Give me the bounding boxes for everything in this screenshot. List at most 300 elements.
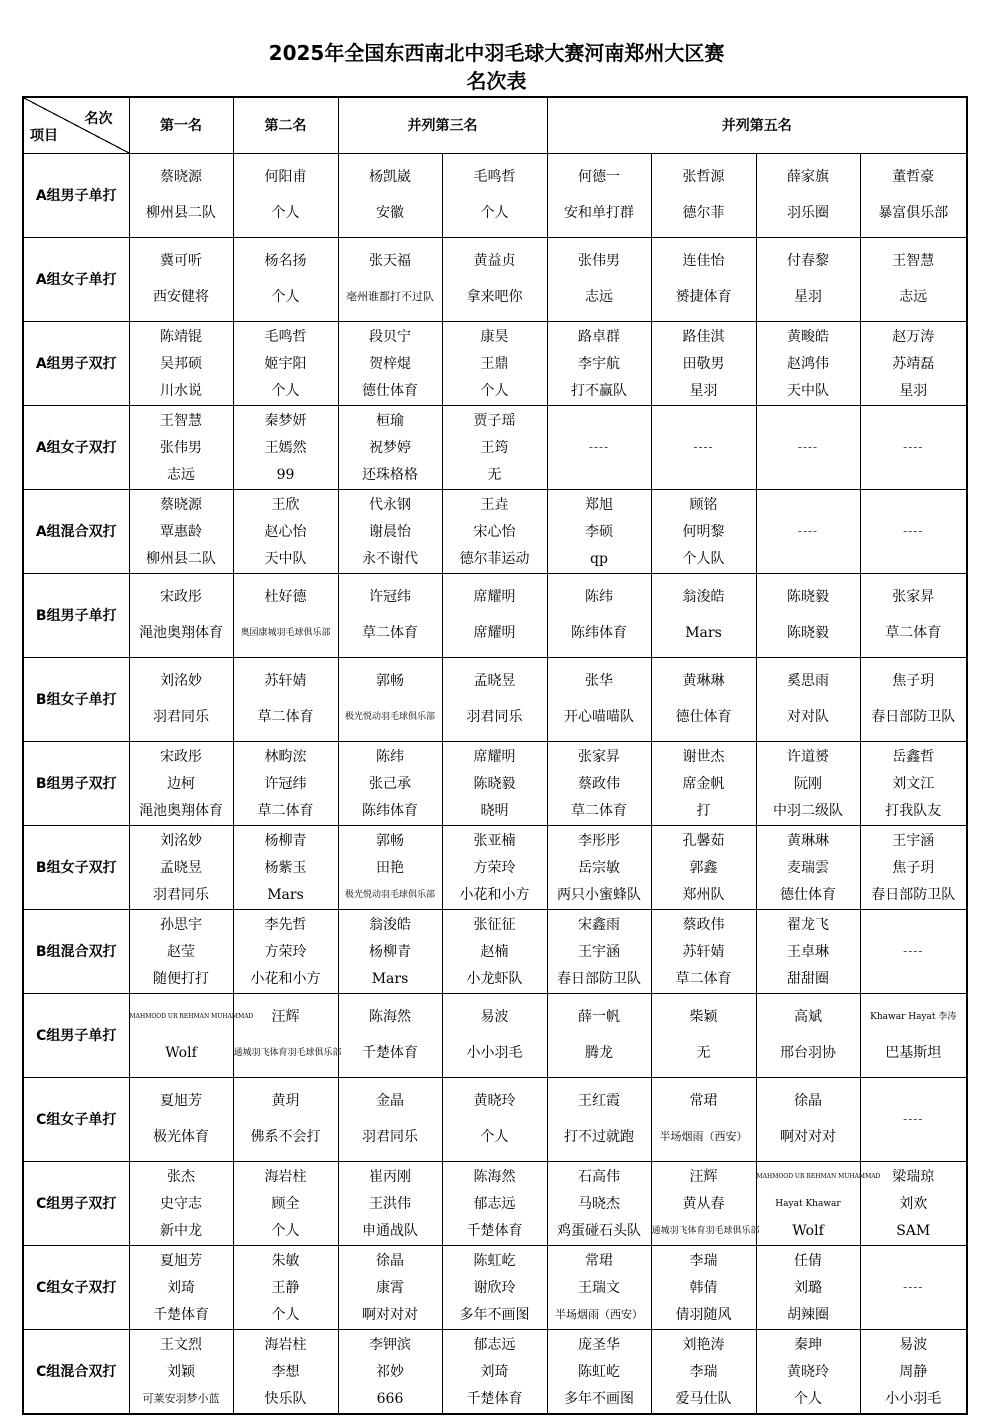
- empty-placeholder: ----: [903, 1280, 924, 1294]
- player-name: 张家昇: [578, 748, 620, 765]
- result-cell: [129, 741, 233, 825]
- result-cell: [338, 321, 442, 405]
- player-name: 陈海然: [473, 1168, 516, 1185]
- team-name: 草二体育: [675, 970, 732, 987]
- result-cell: [338, 237, 442, 321]
- team-name: 志远: [585, 288, 613, 305]
- team-name: 666: [376, 1390, 404, 1407]
- player-name: 杨名扬: [264, 253, 307, 270]
- result-cell: [651, 237, 756, 321]
- team-name: 陈纬体育: [571, 624, 627, 641]
- table-row: [23, 1329, 967, 1414]
- result-cell: [233, 1161, 338, 1245]
- player-name: 方荣玲: [264, 943, 307, 960]
- result-cell: [651, 657, 756, 741]
- result-cell: [442, 741, 547, 825]
- result-cell: [547, 1245, 651, 1329]
- team-name: 个人: [271, 204, 300, 221]
- player-name: 王智慧: [160, 412, 202, 429]
- result-cell: [338, 657, 442, 741]
- team-name: 个人: [480, 1128, 509, 1145]
- result-cell: [756, 993, 860, 1077]
- team-name: 快乐队: [264, 1390, 307, 1407]
- result-cell: [547, 405, 651, 489]
- result-cell: [338, 1077, 442, 1161]
- table-row: [23, 657, 967, 741]
- team-name: 个人队: [682, 550, 725, 567]
- player-name: 史守志: [160, 1195, 202, 1212]
- player-name: 毛鸣哲: [473, 169, 516, 186]
- player-name: 边柯: [167, 775, 195, 792]
- team-name: 川水说: [160, 382, 202, 399]
- team-name: 草二体育: [257, 708, 314, 725]
- player-name: 张华: [585, 673, 613, 690]
- player-name: 桓瑜: [376, 412, 404, 429]
- result-cell: [547, 1077, 651, 1161]
- player-name: 刘颖: [167, 1363, 195, 1380]
- player-name: 庞圣华: [578, 1336, 620, 1353]
- result-cell: [338, 153, 442, 237]
- result-cell: [860, 573, 967, 657]
- player-name: 何明黎: [682, 523, 725, 540]
- result-cell: [129, 321, 233, 405]
- player-name: 张杰: [167, 1168, 195, 1185]
- team-name: 天中队: [787, 382, 829, 399]
- team-name: 打: [696, 802, 711, 819]
- player-name: 康霄: [376, 1279, 404, 1296]
- player-name: 李彤彤: [578, 832, 620, 849]
- team-name: 渑池奥翔体育: [139, 624, 223, 641]
- result-cell: [129, 993, 254, 1077]
- team-name: Wolf: [792, 1222, 824, 1239]
- result-cell: [860, 153, 967, 237]
- result-cell: [756, 909, 860, 993]
- team-name: 爱马仕队: [675, 1390, 732, 1407]
- result-cell: [338, 741, 442, 825]
- player-name: 高斌: [794, 1009, 822, 1026]
- team-name: 邢台羽协: [780, 1044, 836, 1061]
- team-name: Mars: [685, 624, 722, 641]
- player-name: 路佳淇: [682, 328, 725, 345]
- player-name: 王宇涵: [578, 943, 620, 960]
- player-name: 翟龙飞: [787, 916, 829, 933]
- player-name: 刘洺妙: [160, 673, 202, 690]
- table-row: [23, 825, 967, 909]
- player-name: 覃惠龄: [160, 523, 202, 540]
- result-cell: [129, 153, 233, 237]
- player-name: 吴邦硕: [160, 355, 202, 372]
- result-cell: [860, 1329, 967, 1414]
- player-name: 常珺: [689, 1093, 718, 1110]
- team-name: 安徽: [376, 204, 404, 221]
- team-name: 极光悦动羽毛球俱乐部: [344, 889, 435, 900]
- result-cell: [651, 1161, 760, 1245]
- result-cell: [129, 1329, 233, 1414]
- player-name: 岳宗敏: [578, 859, 620, 876]
- player-name: 谢晨怡: [369, 523, 411, 540]
- team-name: 个人: [271, 1306, 300, 1323]
- player-name: 陈纬: [585, 589, 613, 606]
- table-row: [23, 741, 967, 825]
- player-name: 黄琳琳: [682, 673, 725, 690]
- team-name: 草二体育: [257, 802, 314, 819]
- result-cell: [338, 1161, 442, 1245]
- team-name: 打不过就跑: [564, 1128, 634, 1145]
- empty-placeholder: ----: [797, 524, 819, 538]
- player-name: 蔡政伟: [578, 775, 620, 792]
- table-row: [23, 1077, 967, 1161]
- event-name: C组男子单打: [23, 993, 129, 1077]
- team-name: 天中队: [264, 550, 307, 567]
- team-name: 开心喵喵队: [564, 708, 634, 725]
- player-name: 席耀明: [473, 589, 516, 606]
- team-name: 渑池奥翔体育: [139, 802, 223, 819]
- team-name: 新中龙: [160, 1222, 202, 1239]
- result-cell: [233, 1245, 338, 1329]
- player-name: 代永钢: [369, 496, 411, 513]
- player-name: 谢世杰: [682, 748, 725, 765]
- team-name: 随便打打: [153, 970, 209, 987]
- team-name: Mars: [267, 886, 304, 903]
- player-name: 黄益贞: [473, 253, 516, 270]
- team-name: 无: [696, 1044, 711, 1061]
- result-cell: [129, 1077, 233, 1161]
- event-axis-label: 项目: [30, 127, 58, 144]
- player-name: 陈虹屹: [578, 1363, 620, 1380]
- result-cell: [233, 1329, 338, 1414]
- player-name: 宋政彤: [160, 589, 202, 606]
- team-name: 席耀明: [473, 624, 516, 641]
- result-cell: [338, 573, 442, 657]
- team-name: 两只小蜜蜂队: [557, 886, 641, 903]
- player-name: 李宇航: [578, 355, 620, 372]
- player-name: 王鼎: [480, 355, 509, 372]
- player-name: 海岩柱: [264, 1336, 307, 1353]
- player-name: 王静: [271, 1279, 300, 1296]
- result-cell: [547, 909, 651, 993]
- player-name: 黄畯皓: [787, 328, 829, 345]
- result-cell: [547, 825, 651, 909]
- result-cell: [442, 1245, 547, 1329]
- empty-placeholder: ----: [693, 440, 714, 454]
- player-name: 许冠纬: [264, 775, 307, 792]
- player-name: 宋政彤: [160, 748, 202, 765]
- event-name: A组男子单打: [23, 153, 129, 237]
- player-name: 祝梦婷: [369, 439, 411, 456]
- header-row: [23, 97, 967, 153]
- player-name: 康昊: [480, 328, 509, 345]
- team-name: 个人: [480, 382, 509, 399]
- result-cell: [860, 909, 967, 993]
- team-name: 春日部防卫队: [871, 708, 956, 725]
- event-name: B组男子双打: [23, 741, 129, 825]
- player-name: 翁浚皓: [682, 589, 725, 606]
- team-name: 多年不画图: [459, 1306, 530, 1323]
- player-name: 朱敏: [271, 1252, 300, 1269]
- player-name: 张己承: [369, 775, 411, 792]
- player-name: 刘琦: [167, 1279, 195, 1296]
- event-name: A组混合双打: [23, 489, 129, 573]
- team-name: 甜甜圈: [787, 970, 829, 987]
- team-name: 羽君同乐: [466, 708, 523, 725]
- player-name: 焦子玥: [892, 673, 935, 690]
- first-place-header: 第一名: [129, 97, 233, 153]
- player-name: 麦瑞雲: [787, 859, 829, 876]
- player-name: 张家昇: [892, 589, 935, 606]
- team-name: 草二体育: [362, 624, 418, 641]
- player-name: 顾铭: [689, 496, 718, 513]
- player-name: 席金帆: [682, 775, 725, 792]
- player-name: 杨凯崴: [369, 169, 411, 186]
- team-name: 暴富俱乐部: [878, 204, 949, 221]
- player-name: 王卓琳: [787, 943, 829, 960]
- result-cell: [547, 741, 651, 825]
- player-name: 冀可听: [160, 253, 202, 270]
- result-cell: [233, 405, 338, 489]
- result-cell: [756, 237, 860, 321]
- player-name: 苏轩婧: [682, 943, 725, 960]
- result-cell: [547, 1161, 651, 1245]
- event-name: C组女子单打: [23, 1077, 129, 1161]
- table-row: [23, 153, 967, 237]
- result-cell: [651, 153, 756, 237]
- player-name: 薛家旗: [787, 169, 829, 186]
- player-name: 常珺: [585, 1252, 613, 1269]
- player-name: 海岩柱: [264, 1168, 307, 1185]
- team-name: 个人: [480, 204, 509, 221]
- team-name: 胡辣圈: [787, 1306, 829, 1323]
- result-cell: [233, 489, 338, 573]
- player-name: 阮刚: [794, 775, 822, 792]
- player-name: 连佳怡: [682, 253, 725, 270]
- player-name: 王垚: [480, 496, 509, 513]
- team-name: 拿来吧你: [466, 288, 523, 305]
- team-name: 柳州县二队: [146, 550, 216, 567]
- result-cell: [442, 573, 547, 657]
- player-name: 夏旭芳: [160, 1252, 202, 1269]
- rank-axis-label: 名次: [84, 111, 113, 127]
- player-name: 王欣: [271, 496, 300, 513]
- player-name: 李先哲: [264, 916, 307, 933]
- player-name: 陈虹屹: [473, 1252, 516, 1269]
- result-cell: [860, 657, 967, 741]
- player-name: 李钾滨: [369, 1336, 411, 1353]
- team-name: 小龙虾队: [466, 970, 523, 987]
- result-cell: [651, 321, 756, 405]
- result-cell: [442, 321, 547, 405]
- player-name: 董哲豪: [892, 169, 935, 186]
- table-row: [23, 993, 967, 1077]
- team-name: 德仕体育: [780, 886, 836, 903]
- document-subtitle: 名次表: [466, 69, 527, 93]
- result-cell: [129, 573, 233, 657]
- player-name: 李想: [271, 1363, 300, 1380]
- result-cell: [129, 1245, 233, 1329]
- player-name: 黄琳琳: [787, 832, 829, 849]
- team-name: 永不谢代: [362, 550, 418, 567]
- team-name: 千楚体育: [466, 1222, 523, 1239]
- team-name: 小花和小方: [459, 886, 530, 903]
- player-name: 赵鸿伟: [787, 355, 829, 372]
- player-name: 奚思雨: [787, 673, 829, 690]
- empty-placeholder: ----: [903, 1112, 924, 1126]
- result-cell: [651, 825, 756, 909]
- result-cell: [860, 825, 967, 909]
- player-name: 林畇浤: [264, 748, 307, 765]
- result-cell: [338, 1245, 442, 1329]
- result-cell: [756, 657, 860, 741]
- result-cell: [860, 237, 967, 321]
- result-cell: [338, 1329, 442, 1414]
- player-name: 梁瑞琼: [892, 1168, 935, 1185]
- team-name: 星羽: [689, 382, 718, 399]
- result-cell: [860, 1077, 967, 1161]
- team-name: 多年不画图: [564, 1390, 634, 1407]
- team-name: 安和单打群: [564, 204, 634, 221]
- player-name: 郑旭: [585, 496, 613, 513]
- result-cell: [547, 237, 651, 321]
- event-name: C组男子双打: [23, 1161, 129, 1245]
- player-name: 贺梓焜: [369, 355, 411, 372]
- result-cell: [547, 657, 651, 741]
- result-cell: [860, 741, 967, 825]
- player-name: 焦子玥: [892, 859, 935, 876]
- player-name: 苏轩婧: [264, 673, 307, 690]
- player-name: 李瑞: [689, 1252, 718, 1269]
- result-cell: [756, 741, 860, 825]
- result-cell: [651, 909, 756, 993]
- player-name: 黄玥: [271, 1093, 300, 1110]
- third-place-header: 并列第三名: [338, 97, 547, 153]
- result-cell: [860, 489, 967, 573]
- player-name: 王宇涵: [892, 832, 935, 849]
- result-cell: [651, 573, 756, 657]
- team-name: 晓明: [480, 802, 509, 819]
- player-name: 张天福: [369, 253, 411, 270]
- player-name: 夏旭芳: [160, 1093, 202, 1110]
- team-name: 打不赢队: [571, 382, 627, 399]
- result-cell: [756, 153, 860, 237]
- empty-placeholder: ----: [588, 440, 610, 454]
- result-cell: [860, 993, 967, 1077]
- team-name: 春日部防卫队: [557, 970, 641, 987]
- player-name: 贾子瑶: [473, 412, 516, 429]
- table-row: [23, 1161, 967, 1245]
- result-cell: [547, 489, 651, 573]
- player-name: 王瑞文: [578, 1279, 620, 1296]
- player-name: 刘艳涛: [682, 1336, 725, 1353]
- second-place-header: 第二名: [233, 97, 338, 153]
- player-name: 郁志远: [473, 1336, 516, 1353]
- result-cell: [233, 153, 338, 237]
- player-name: 张伟男: [578, 253, 620, 270]
- player-name: 陈海然: [369, 1009, 411, 1026]
- result-cell: [442, 153, 547, 237]
- player-name: 蔡政伟: [682, 916, 725, 933]
- event-name: B组女子双打: [23, 825, 129, 909]
- player-name: 王红霞: [578, 1093, 620, 1110]
- document-title: 2025年全国东西南北中羽毛球大赛河南郑州大区赛: [268, 41, 725, 65]
- team-name: SAM: [896, 1222, 931, 1239]
- team-name: 志远: [167, 466, 195, 483]
- team-name: 半场烟雨（西安）: [555, 1307, 643, 1321]
- team-name: 还珠格格: [362, 466, 418, 483]
- event-name: B组女子单打: [23, 657, 129, 741]
- event-name: A组女子双打: [23, 405, 129, 489]
- player-name: 徐晶: [794, 1093, 822, 1110]
- player-name: 付春黎: [787, 253, 829, 270]
- team-name: 奥园康城羽毛球俱乐部: [240, 627, 331, 638]
- player-name: 张哲源: [682, 169, 725, 186]
- player-name: 苏靖磊: [892, 355, 935, 372]
- event-name: C组女子双打: [23, 1245, 129, 1329]
- player-name: 刘洺妙: [160, 832, 202, 849]
- event-name: A组男子双打: [23, 321, 129, 405]
- player-name: 黄晓玲: [473, 1093, 516, 1110]
- result-cell: [756, 573, 860, 657]
- player-name: 徐晶: [376, 1252, 404, 1269]
- result-cell: [756, 825, 860, 909]
- player-name: 赵楠: [480, 943, 509, 960]
- result-cell: [547, 153, 651, 237]
- team-name: 千楚体育: [466, 1390, 523, 1407]
- corner-header: [23, 97, 129, 153]
- result-cell: [233, 237, 338, 321]
- player-name: 何德一: [578, 169, 620, 186]
- table-row: [23, 237, 967, 321]
- player-name: 黄晓玲: [787, 1363, 829, 1380]
- player-name: 陈晓毅: [473, 775, 516, 792]
- empty-placeholder: ----: [797, 440, 819, 454]
- player-name: 柴颖: [689, 1009, 718, 1026]
- event-name: B组混合双打: [23, 909, 129, 993]
- result-cell: [547, 993, 651, 1077]
- result-cell: [338, 909, 442, 993]
- player-name: 黄从春: [682, 1195, 725, 1212]
- team-name: qp: [590, 550, 608, 567]
- result-cell: [756, 1161, 881, 1245]
- result-cell: [442, 405, 547, 489]
- team-name: 申通战队: [362, 1222, 418, 1239]
- event-name: C组混合双打: [23, 1329, 129, 1414]
- player-name: 汪辉: [689, 1168, 718, 1185]
- team-name: 巴基斯坦: [885, 1044, 942, 1061]
- player-name: 王嫣然: [264, 439, 307, 456]
- player-name: 路卓群: [578, 328, 620, 345]
- player-name: 陈靖锟: [160, 328, 202, 345]
- player-name: 易波: [899, 1336, 928, 1353]
- team-name: 草二体育: [571, 802, 627, 819]
- team-name: 个人: [271, 382, 300, 399]
- team-name: 柳州县二队: [146, 204, 216, 221]
- player-name: 杨紫玉: [264, 859, 307, 876]
- player-name: 段贝宁: [369, 328, 411, 345]
- player-name: MAHMOOD UR REHMAN MUHAMMAD: [756, 1172, 881, 1180]
- player-name: 田艳: [376, 859, 404, 876]
- player-name: 马晓杰: [578, 1195, 620, 1212]
- team-name: 无: [487, 466, 502, 483]
- team-name: 陈晓毅: [787, 624, 829, 641]
- result-cell: [651, 489, 756, 573]
- player-name: 姬宇阳: [264, 355, 307, 372]
- player-name: 王文烈: [160, 1336, 202, 1353]
- team-name: 佛系不会打: [250, 1128, 321, 1145]
- player-name: 韩倩: [689, 1279, 718, 1296]
- player-name: 李硕: [585, 523, 613, 540]
- ranking-body: [23, 153, 967, 1414]
- result-cell: [442, 237, 547, 321]
- player-name: 秦珅: [794, 1336, 822, 1353]
